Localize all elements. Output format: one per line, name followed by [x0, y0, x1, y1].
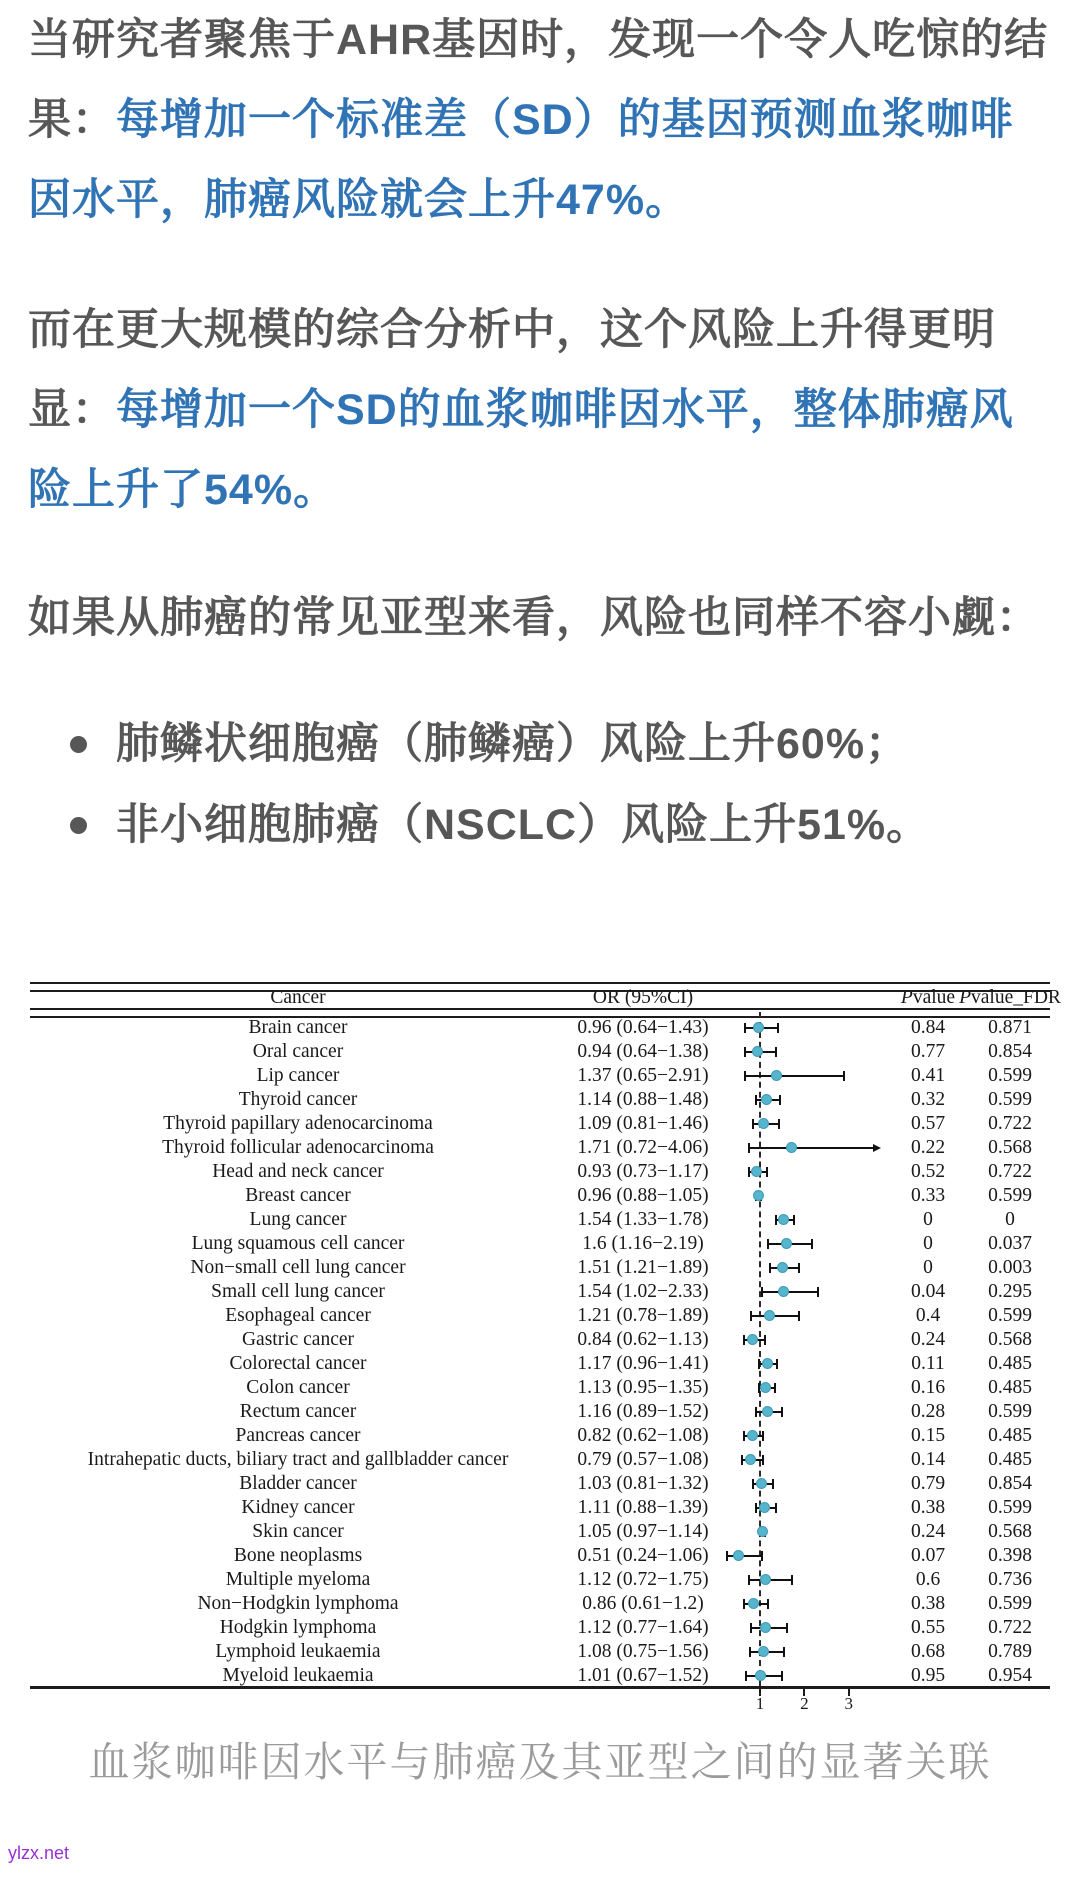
- forest-row: [28, 1112, 1052, 1136]
- p-value: 0.07: [910, 1545, 946, 1566]
- fdr-value: 0.568: [988, 1329, 1032, 1350]
- or-ci-value: 1.21 (0.78−1.89): [577, 1305, 709, 1326]
- fdr-value: 0.568: [988, 1137, 1032, 1158]
- ci-cap-right: [779, 1095, 781, 1105]
- ci-cap-right: [776, 1359, 778, 1369]
- forest-row: [28, 1568, 1052, 1592]
- or-ci-value: 1.03 (0.81−1.32): [577, 1473, 709, 1494]
- fdr-value: 0.599: [988, 1305, 1032, 1326]
- cancer-name: Bone neoplasms: [233, 1545, 363, 1566]
- forest-row: [28, 1448, 1052, 1472]
- column-header-cancer: Cancer: [270, 987, 326, 1008]
- p-value: 0.4: [915, 1305, 941, 1326]
- body-text: 当研究者聚焦于AHR基因时，发现一个令人吃惊的结果：: [28, 16, 1049, 144]
- column-header-pvalue: Pvalue: [900, 987, 956, 1008]
- forest-row: [28, 1016, 1052, 1040]
- ci-cap-right: [781, 1407, 783, 1417]
- ci-cap-left: [769, 1263, 771, 1273]
- forest-row: [28, 1256, 1052, 1280]
- or-marker: [760, 1622, 771, 1633]
- cancer-name: Esophageal cancer: [225, 1305, 371, 1326]
- or-ci-value: 1.37 (0.65−2.91): [577, 1065, 709, 1086]
- ci-cap-left: [750, 1623, 752, 1633]
- ci-cap-left: [775, 1215, 777, 1225]
- p-value: 0: [923, 1209, 933, 1230]
- forest-row: [28, 1184, 1052, 1208]
- or-ci-value: 0.79 (0.57−1.08): [577, 1449, 709, 1470]
- or-marker: [747, 1334, 758, 1345]
- forest-row: [28, 1544, 1052, 1568]
- p-value: 0.33: [910, 1185, 946, 1206]
- ci-cap-right: [793, 1215, 795, 1225]
- ci-cap-right: [761, 1551, 763, 1561]
- or-marker: [761, 1094, 772, 1105]
- or-marker: [757, 1526, 768, 1537]
- fdr-value: 0.789: [988, 1641, 1032, 1662]
- ci-cap-right: [767, 1599, 769, 1609]
- subtype-bullet-list: [28, 704, 1052, 866]
- highlighted-finding-text: 每增加一个标准差（SD）的基因预测血浆咖啡因水平，肺癌风险就会上升47%。: [28, 96, 1014, 224]
- ci-cap-right: [775, 1503, 777, 1513]
- or-marker: [764, 1310, 775, 1321]
- p-value: 0.14: [910, 1449, 946, 1470]
- fdr-value: 0.599: [988, 1065, 1032, 1086]
- cancer-name: Brain cancer: [248, 1017, 348, 1038]
- ci-cap-right: [781, 1671, 783, 1681]
- p-value: 0.24: [910, 1521, 946, 1542]
- or-ci-value: 1.54 (1.02−2.33): [577, 1281, 709, 1302]
- forest-row: [28, 1616, 1052, 1640]
- paragraph-meta-analysis: [28, 290, 1052, 530]
- ci-cap-left: [761, 1287, 763, 1297]
- watermark: ylzx.net: [8, 1843, 70, 1863]
- forest-row: [28, 1424, 1052, 1448]
- or-marker: [777, 1262, 788, 1273]
- or-ci-value: 0.96 (0.64−1.43): [577, 1017, 709, 1038]
- forest-row: [28, 1208, 1052, 1232]
- forest-row: [28, 1304, 1052, 1328]
- or-marker: [781, 1238, 792, 1249]
- fdr-value: 0.954: [988, 1665, 1032, 1686]
- x-axis-tick-label: 2: [800, 1694, 809, 1713]
- body-text: 如果从肺癌的常见亚型来看，风险也同样不容小觑：: [28, 594, 1040, 642]
- p-value: 0.84: [910, 1017, 946, 1038]
- p-value: 0.38: [910, 1593, 946, 1614]
- ci-cap-right: [777, 1023, 779, 1033]
- p-value: 0: [923, 1257, 933, 1278]
- ci-cap-right: [775, 1047, 777, 1057]
- ci-cap-right: [817, 1287, 819, 1297]
- ci-cap-right: [762, 1431, 764, 1441]
- cancer-name: Pancreas cancer: [235, 1425, 361, 1446]
- ci-cap-right: [778, 1119, 780, 1129]
- p-value: 0.04: [910, 1281, 946, 1302]
- ci-cap-left: [755, 1407, 757, 1417]
- ci-cap-left: [744, 1071, 746, 1081]
- ci-cap-right: [811, 1239, 813, 1249]
- x-axis-tick-label: 1: [755, 1694, 765, 1713]
- forest-row: [28, 1520, 1052, 1544]
- ci-cap-left: [744, 1047, 746, 1057]
- or-marker: [760, 1382, 771, 1393]
- ci-cap-left: [755, 1503, 757, 1513]
- paragraph-ahr-gene: [28, 0, 1052, 240]
- ci-bar: [750, 1315, 799, 1317]
- p-value: 0.32: [910, 1089, 946, 1110]
- ci-cap-left: [741, 1455, 743, 1465]
- p-value: 0.24: [910, 1329, 946, 1350]
- ci-cap-left: [749, 1647, 751, 1657]
- fdr-value: 0.398: [988, 1545, 1032, 1566]
- or-ci-value: 0.86 (0.61−1.2): [582, 1593, 704, 1614]
- forest-row: [28, 1328, 1052, 1352]
- fdr-value: 0.485: [988, 1425, 1032, 1446]
- or-marker: [733, 1550, 744, 1561]
- fdr-value: 0.722: [988, 1113, 1032, 1134]
- or-ci-value: 0.93 (0.73−1.17): [577, 1161, 709, 1182]
- cancer-name: Gastric cancer: [241, 1329, 355, 1350]
- p-value: 0.68: [910, 1641, 946, 1662]
- cancer-name: Lung cancer: [249, 1209, 347, 1230]
- ci-bar: [744, 1075, 844, 1077]
- table-top-rule: [30, 982, 1050, 992]
- or-marker: [753, 1022, 764, 1033]
- or-ci-value: 0.82 (0.62−1.08): [577, 1425, 709, 1446]
- cancer-name: Thyroid papillary adenocarcinoma: [163, 1113, 433, 1134]
- p-value: 0.52: [910, 1161, 946, 1182]
- or-ci-value: 1.17 (0.96−1.41): [577, 1353, 709, 1374]
- cancer-name: Small cell lung cancer: [211, 1281, 385, 1302]
- forest-row: [28, 1040, 1052, 1064]
- highlighted-finding-text: 每增加一个SD的血浆咖啡因水平，整体肺癌风险上升了54%。: [28, 386, 1014, 514]
- p-value: 0.28: [910, 1401, 946, 1422]
- forest-plot: [28, 982, 1061, 1722]
- cancer-name: Colon cancer: [246, 1377, 350, 1398]
- fdr-value: 0.485: [988, 1449, 1032, 1470]
- p-value: 0.57: [910, 1113, 946, 1134]
- ci-cap-right: [764, 1335, 766, 1345]
- or-ci-value: 0.84 (0.62−1.13): [577, 1329, 709, 1350]
- or-ci-value: 1.14 (0.88−1.48): [577, 1089, 709, 1110]
- ci-cap-left: [752, 1479, 754, 1489]
- or-marker: [751, 1166, 762, 1177]
- ci-arrow-right: [873, 1144, 881, 1152]
- or-ci-value: 1.51 (1.21−1.89): [577, 1257, 709, 1278]
- ci-cap-right: [798, 1263, 800, 1273]
- or-marker: [745, 1454, 756, 1465]
- fdr-value: 0.485: [988, 1377, 1032, 1398]
- ci-cap-right: [774, 1383, 776, 1393]
- p-value: 0.11: [911, 1353, 945, 1374]
- p-value: 0.38: [910, 1497, 946, 1518]
- or-ci-value: 0.51 (0.24−1.06): [577, 1545, 709, 1566]
- ci-bar: [748, 1147, 873, 1149]
- or-ci-value: 0.94 (0.64−1.38): [577, 1041, 709, 1062]
- or-marker: [786, 1142, 797, 1153]
- ci-cap-right: [783, 1647, 785, 1657]
- ci-cap-right: [791, 1575, 793, 1585]
- forest-row: [28, 1160, 1052, 1184]
- forest-row: [28, 1136, 1052, 1160]
- ci-cap-right: [762, 1455, 764, 1465]
- ci-cap-left: [743, 1599, 745, 1609]
- figure-caption: 血浆咖啡因水平与肺癌及其亚型之间的显著关联: [88, 1739, 992, 1785]
- p-value: 0.79: [910, 1473, 946, 1494]
- or-marker: [771, 1070, 782, 1081]
- fdr-value: 0.722: [988, 1617, 1032, 1638]
- forest-row: [28, 1640, 1052, 1664]
- cancer-name: Non−Hodgkin lymphoma: [197, 1593, 399, 1614]
- or-ci-value: 1.16 (0.89−1.52): [577, 1401, 709, 1422]
- or-ci-value: 1.12 (0.72−1.75): [577, 1569, 709, 1590]
- cancer-name: Intrahepatic ducts, biliary tract and gallbladder cancer: [87, 1449, 509, 1470]
- cancer-name: Non−small cell lung cancer: [190, 1257, 406, 1278]
- fdr-value: 0.871: [988, 1017, 1032, 1038]
- fdr-value: 0.003: [988, 1257, 1032, 1278]
- bullet-item: 非小细胞肺癌（NSCLC）风险上升51%。: [28, 785, 1052, 866]
- p-value: 0.16: [910, 1377, 946, 1398]
- cancer-name: Lip cancer: [256, 1065, 340, 1086]
- p-value: 0.77: [910, 1041, 946, 1062]
- or-ci-value: 1.13 (0.95−1.35): [577, 1377, 709, 1398]
- forest-row: [28, 1280, 1052, 1304]
- fdr-value: 0.037: [988, 1233, 1032, 1254]
- cancer-name: Thyroid cancer: [238, 1089, 358, 1110]
- cancer-name: Colorectal cancer: [229, 1353, 367, 1374]
- or-marker: [758, 1118, 769, 1129]
- cancer-name: Bladder cancer: [239, 1473, 357, 1494]
- cancer-name: Skin cancer: [252, 1521, 344, 1542]
- fdr-value: 0.599: [988, 1185, 1032, 1206]
- cancer-name: Kidney cancer: [241, 1497, 355, 1518]
- cancer-name: Breast cancer: [245, 1185, 351, 1206]
- or-ci-value: 1.11 (0.88−1.39): [577, 1497, 709, 1518]
- forest-row: [28, 1400, 1052, 1424]
- cancer-name: Hodgkin lymphoma: [219, 1617, 377, 1638]
- ci-cap-right: [772, 1479, 774, 1489]
- cancer-name: Head and neck cancer: [212, 1161, 384, 1182]
- fdr-value: 0.599: [988, 1593, 1032, 1614]
- or-marker: [753, 1190, 764, 1201]
- ci-bar: [726, 1555, 762, 1557]
- cancer-name: Oral cancer: [252, 1041, 344, 1062]
- or-marker: [778, 1286, 789, 1297]
- or-marker: [760, 1574, 771, 1585]
- body-text: 而在更大规模的综合分析中，这个风险上升得更明显：: [28, 306, 996, 434]
- fdr-value: 0.295: [988, 1281, 1032, 1302]
- p-value: 0.15: [910, 1425, 946, 1446]
- or-marker: [758, 1646, 769, 1657]
- fdr-value: 0.736: [988, 1569, 1032, 1590]
- or-ci-value: 0.96 (0.88−1.05): [577, 1185, 709, 1206]
- or-ci-value: 1.01 (0.67−1.52): [577, 1665, 709, 1686]
- or-ci-value: 1.12 (0.77−1.64): [577, 1617, 709, 1638]
- fdr-value: 0.854: [988, 1041, 1032, 1062]
- or-marker: [759, 1502, 770, 1513]
- fdr-value: 0.599: [988, 1089, 1032, 1110]
- cancer-name: Lymphoid leukaemia: [215, 1641, 381, 1662]
- p-value: 0: [923, 1233, 933, 1254]
- ci-cap-left: [743, 1335, 745, 1345]
- p-value: 0.41: [910, 1065, 946, 1086]
- fdr-value: 0.722: [988, 1161, 1032, 1182]
- p-value: 0.6: [915, 1569, 941, 1590]
- or-marker: [748, 1598, 759, 1609]
- or-ci-value: 1.08 (0.75−1.56): [577, 1641, 709, 1662]
- forest-row: [28, 1088, 1052, 1112]
- ci-cap-left: [755, 1095, 757, 1105]
- or-marker: [755, 1670, 766, 1681]
- column-header-pvalue-fdr: Pvalue_FDR: [959, 987, 1061, 1008]
- ci-bar: [761, 1291, 819, 1293]
- ci-cap-left: [752, 1119, 754, 1129]
- or-ci-value: 1.09 (0.81−1.46): [577, 1113, 709, 1134]
- x-axis-tick-label: 3: [844, 1694, 854, 1713]
- forest-row: [28, 1352, 1052, 1376]
- or-ci-value: 1.54 (1.33−1.78): [577, 1209, 709, 1230]
- or-ci-value: 1.71 (0.72−4.06): [577, 1137, 709, 1158]
- cancer-name: Rectum cancer: [239, 1401, 357, 1422]
- ci-cap-left: [758, 1359, 760, 1369]
- forest-row: [28, 1376, 1052, 1400]
- forest-row: [28, 1064, 1052, 1088]
- or-marker: [778, 1214, 789, 1225]
- cancer-name: Multiple myeloma: [225, 1569, 371, 1590]
- fdr-value: 0.599: [988, 1401, 1032, 1422]
- forest-row: [28, 1496, 1052, 1520]
- ci-cap-left: [726, 1551, 728, 1561]
- cancer-name: Lung squamous cell cancer: [191, 1233, 405, 1254]
- ci-cap-left: [750, 1311, 752, 1321]
- ci-cap-right: [786, 1623, 788, 1633]
- fdr-value: 0.854: [988, 1473, 1032, 1494]
- p-value: 0.22: [910, 1137, 946, 1158]
- or-marker: [762, 1358, 773, 1369]
- or-marker: [747, 1430, 758, 1441]
- fdr-value: 0.568: [988, 1521, 1032, 1542]
- or-marker: [762, 1406, 773, 1417]
- ci-cap-right: [843, 1071, 845, 1081]
- forest-row: [28, 1592, 1052, 1616]
- fdr-value: 0: [1005, 1209, 1015, 1230]
- paragraph-subtypes-intro: [28, 578, 1052, 658]
- forest-row: [28, 1232, 1052, 1256]
- ci-cap-left: [744, 1023, 746, 1033]
- ci-cap-left: [748, 1167, 750, 1177]
- fdr-value: 0.485: [988, 1353, 1032, 1374]
- bullet-item: 肺鳞状细胞癌（肺鳞癌）风险上升60%；: [28, 704, 1052, 785]
- column-header-or-ci: OR (95%CI): [592, 987, 694, 1008]
- or-ci-value: 1.6 (1.16−2.19): [582, 1233, 704, 1254]
- cancer-name: Thyroid follicular adenocarcinoma: [162, 1137, 434, 1158]
- ci-cap-right: [766, 1167, 768, 1177]
- ci-cap-left: [743, 1431, 745, 1441]
- cancer-name: Myeloid leukaemia: [222, 1665, 374, 1686]
- fdr-value: 0.599: [988, 1497, 1032, 1518]
- p-value: 0.55: [910, 1617, 946, 1638]
- or-ci-value: 1.05 (0.97−1.14): [577, 1521, 709, 1542]
- or-marker: [752, 1046, 763, 1057]
- p-value: 0.95: [910, 1665, 946, 1686]
- ci-cap-right: [798, 1311, 800, 1321]
- ci-cap-left: [748, 1143, 750, 1153]
- ci-cap-left: [745, 1671, 747, 1681]
- ci-cap-left: [767, 1239, 769, 1249]
- forest-row: [28, 1472, 1052, 1496]
- ci-cap-left: [748, 1575, 750, 1585]
- or-marker: [756, 1478, 767, 1489]
- forest-row: [28, 1664, 1052, 1688]
